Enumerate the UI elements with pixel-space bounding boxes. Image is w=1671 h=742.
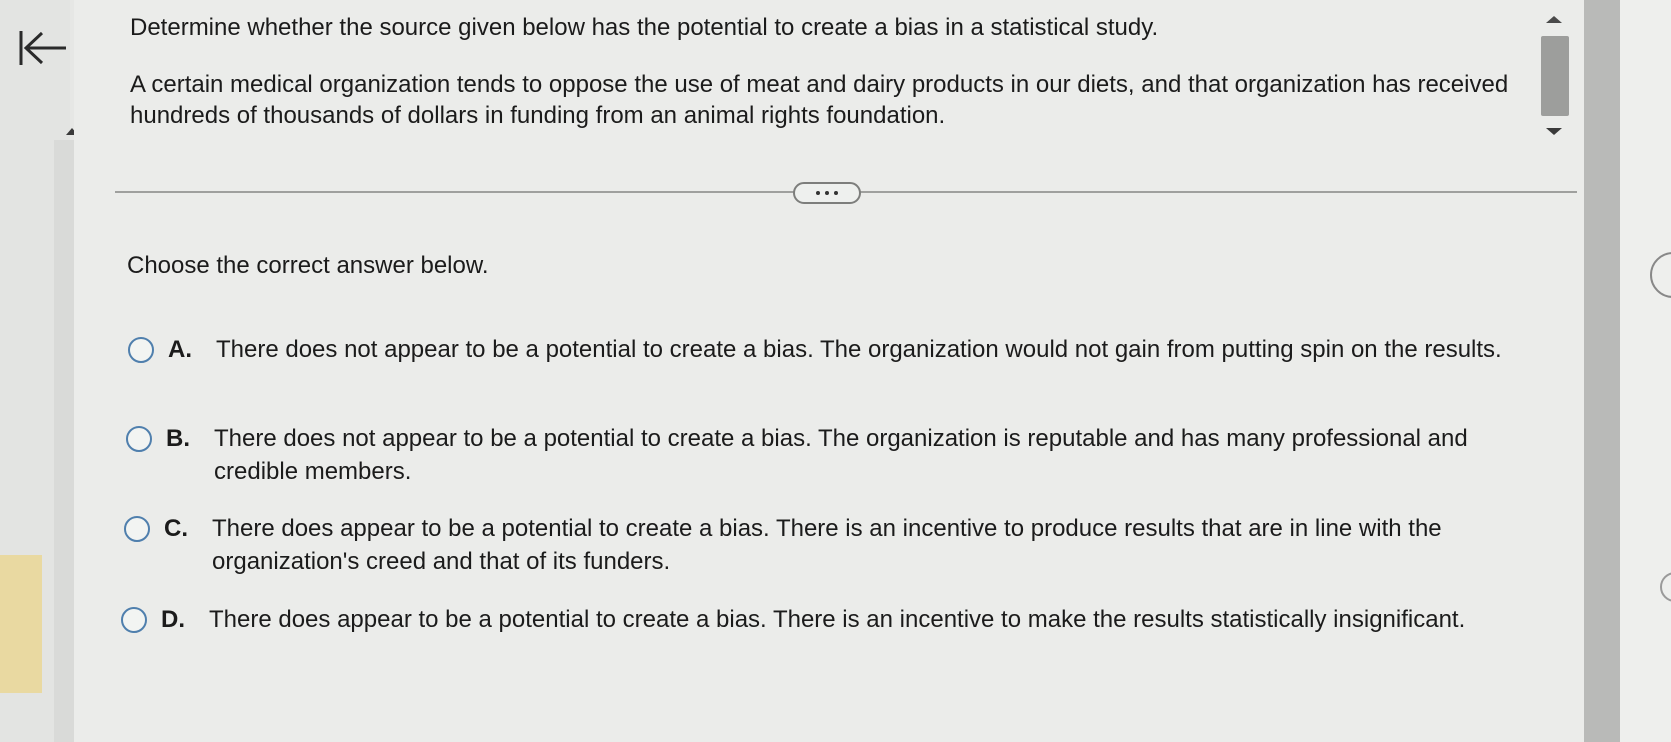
ellipsis-icon [825, 191, 829, 195]
answer-option-c[interactable] [124, 512, 1544, 578]
scroll-up-arrow-icon[interactable] [1546, 16, 1562, 23]
option-text: There does not appear to be a potential to create a bias. The organization would not gain from putting spin on the results. [216, 336, 1502, 363]
right-edge-panel [1620, 0, 1671, 742]
option-text: There does not appear to be a potential to create a bias. The organization is reputable and has many professional and credible members. [214, 425, 1468, 485]
answer-option-d[interactable] [121, 603, 1541, 636]
ellipsis-icon [816, 191, 820, 195]
radio-button-c[interactable] [124, 516, 150, 542]
option-text: There does appear to be a potential to create a bias. There is an incentive to produce results that are in line with the organization's creed and that of its funders. [212, 515, 1442, 575]
question-scenario: A certain medical organization tends to oppose the use of meat and dairy products in our diets, and that organization has received hundreds of thousands of dollars in funding from an animal rights foundation. [130, 71, 1509, 129]
question-prompt: Determine whether the source given below has the potential to create a bias in a statistical study. [130, 14, 1159, 41]
left-scrollbar[interactable] [54, 140, 74, 742]
instruction-label: Choose the correct answer below. [127, 252, 489, 279]
answer-option-a[interactable] [128, 333, 1548, 366]
radio-button-d[interactable] [121, 607, 147, 633]
scroll-down-arrow-icon[interactable] [1546, 128, 1562, 135]
option-text: There does appear to be a potential to create a bias. There is an incentive to make the results statistically insignificant. [209, 606, 1466, 633]
option-letter: A. [168, 336, 192, 363]
ellipsis-icon [834, 191, 838, 195]
answer-option-b[interactable] [126, 422, 1546, 488]
option-letter: C. [164, 515, 188, 542]
show-more-button[interactable] [793, 182, 861, 204]
option-letter: D. [161, 606, 185, 633]
option-letter: B. [166, 425, 190, 452]
collapse-left-arrow-icon[interactable] [18, 28, 74, 68]
radio-button-b[interactable] [126, 426, 152, 452]
radio-button-a[interactable] [128, 337, 154, 363]
question-block [130, 12, 1530, 131]
bookmark-tab[interactable] [0, 555, 42, 693]
right-gutter [1584, 0, 1620, 742]
question-scrollbar-thumb[interactable] [1541, 36, 1569, 116]
